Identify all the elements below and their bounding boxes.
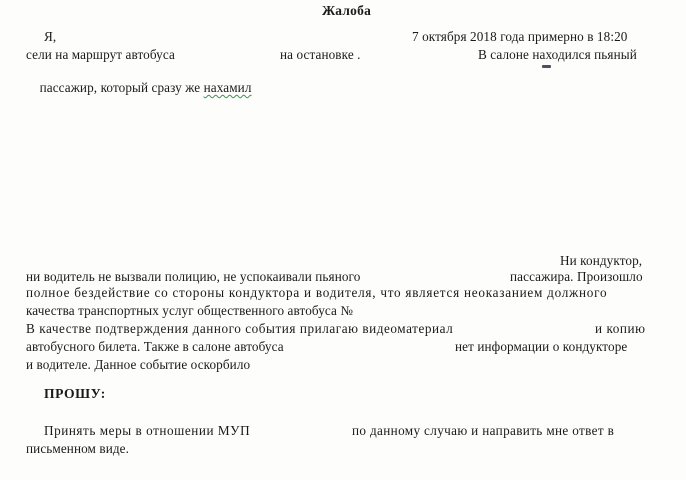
intro-line1-left: Я,	[44, 29, 57, 44]
intro-line3	[26, 64, 252, 112]
middle-line7: и водителе. Данное событие оскорбило	[26, 357, 251, 372]
intro-line1-date: 7 октября 2018 года примерно в 18:20	[412, 29, 628, 44]
request-line1-right: по данному случаю и направить мне ответ в	[352, 423, 615, 438]
clipped-glyph-artifact	[542, 65, 551, 68]
middle-line2-right: пассажира. Произошло	[510, 269, 643, 284]
intro-line2-left: сели на маршрут автобуса	[26, 47, 175, 62]
intro-line3-text: пассажир, который сразу же	[39, 80, 204, 95]
page-title: Жалоба	[322, 3, 372, 18]
middle-line5-left: В качестве подтверждения данного события прилагаю видеоматериал	[26, 321, 454, 336]
middle-line1-right: Ни кондуктор,	[560, 253, 643, 268]
request-line1-left: Принять меры в отношении МУП	[44, 423, 251, 438]
middle-line6-left: автобусного билета. Также в салоне автобуса	[26, 339, 284, 354]
intro-line2-mid: на остановке .	[280, 47, 361, 62]
middle-line3: полное бездействие со стороны кондуктора и водителя, что является неоказанием должного	[26, 285, 608, 300]
request-heading: ПРОШУ:	[44, 386, 106, 401]
middle-line6-right: нет информации о кондукторе	[455, 339, 628, 354]
intro-line2-right: В салоне находился пьяный	[478, 47, 637, 62]
misspelled-word: нахамил	[203, 80, 252, 95]
middle-line4: качества транспортных услуг общественного автобуса №	[26, 303, 354, 318]
request-line2: письменном виде.	[26, 441, 130, 456]
middle-line5-right: и копию	[595, 321, 646, 336]
middle-line2-left: ни водитель не вызвали полицию, не успокаивали пьяного	[26, 269, 361, 284]
